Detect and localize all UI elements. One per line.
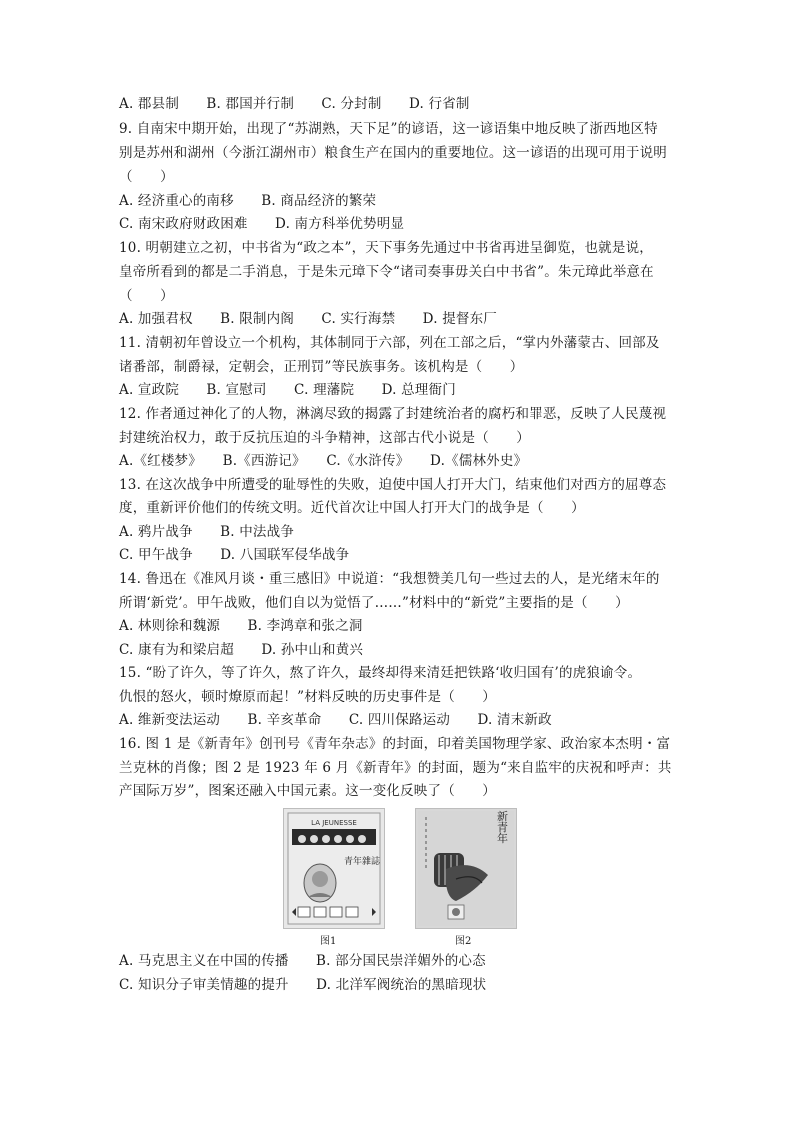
q13-stem-line2: 度，重新评价他们的传统文明。近代首次让中国人打开大门的战争是（ ） [119,500,585,516]
q13-options-cd: C. 甲午战争 D. 八国联军侵华战争 [119,547,350,563]
q10-stem-line2: 皇帝所看到的都是二手消息，于是朱元璋下令“诸司奏事毋关白中书省”。朱元璋此举意在 [119,264,654,280]
figure-1-magazine-cover [283,808,385,929]
q9-options-cd: C. 南宋政府财政困难 D. 南方科举优势明显 [119,216,405,232]
q8-options: A. 郡县制 B. 郡国并行制 C. 分封制 D. 行省制 [119,96,470,112]
q11-stem-line2: 诸番部，制爵禄，定朝会，正刑罚”等民族事务。该机构是（ ） [119,359,524,375]
q16-stem-line2: 兰克林的肖像；图 2 是 1923 年 6 月《新青年》的封面，题为“来自监牢的庆祝和呼声：共 [119,760,672,776]
q9-stem-line3: （ ） [119,169,174,185]
q15-stem-line1: 15. “盼了许久，等了许久，熬了许久，最终却得来清廷把铁路‘收归国有’的虎狼谕令。 [119,665,642,681]
q16-options-cd: C. 知识分子审美情趣的提升 D. 北洋军阀统治的黑暗现状 [119,977,487,993]
q16-stem-line1: 16. 图 1 是《新青年》创刊号《青年杂志》的封面，印着美国物理学家、政治家本杰明・富 [119,736,671,752]
q10-stem-line1: 10. 明朝建立之初，中书省为“政之本”，天下事务先通过中书省再进呈御览，也就是说， [119,240,653,256]
q13-options-ab: A. 鸦片战争 B. 中法战争 [119,524,295,540]
q9-stem-line1: 9. 自南宋中期开始，出现了“苏湖熟，天下足”的谚语，这一谚语集中地反映了浙西地区特 [119,121,658,137]
q15-options: A. 维新变法运动 B. 辛亥革命 C. 四川保路运动 D. 清末新政 [119,712,552,728]
q15-stem-line2: 仇恨的怒火，顿时燎原而起！”材料反映的历史事件是（ ） [119,689,497,705]
q12-options: A.《红楼梦》 B.《西游记》 C.《水浒传》 D.《儒林外史》 [119,453,528,469]
q12-stem-line1: 12. 作者通过神化了的人物，淋漓尽致的揭露了封建统治者的腐朽和罪恶，反映了人民蔑视 [119,406,667,422]
figure-1-illustration [284,809,384,928]
figure-1-top-text: LA JEUNESSE [311,819,357,827]
q14-options-ab: A. 林则徐和魏源 B. 李鸿章和张之洞 [119,618,363,634]
q12-stem-line2: 封建统治权力，敢于反抗压迫的斗争精神，这部古代小说是（ ） [119,430,530,446]
q14-options-cd: C. 康有为和梁启超 D. 孙中山和黄兴 [119,642,364,658]
q16-figures [280,808,520,948]
q14-stem-line2: 所谓‘新党’。甲午战败，他们自以为觉悟了……”材料中的“新党”主要指的是（ ） [119,595,629,611]
q16-options-ab: A. 马克思主义在中国的传播 B. 部分国民崇洋媚外的心态 [119,953,486,969]
q11-stem-line1: 11. 清朝初年曾设立一个机构，其体制同于六部，列在工部之后，“掌内外藩蒙古、回部及 [119,335,660,351]
q11-options: A. 宣政院 B. 宣慰司 C. 理藩院 D. 总理衙门 [119,382,456,398]
q13-stem-line1: 13. 在这次战争中所遭受的耻辱性的失败，迫使中国人打开大门，结束他们对西方的屈尊态 [119,477,667,493]
q16-stem-line3: 产国际万岁”，图案还融入中国元素。这一变化反映了（ ） [119,783,497,799]
q9-stem-line2: 别是苏州和湖州（今浙江湖州市）粮食生产在国内的重要地位。这一谚语的出现可用于说明 [119,145,667,161]
figure-2-caption: 图2 [455,936,472,947]
figure-2-title-text: 新青年 [495,810,509,844]
figure-2-magazine-cover [415,808,517,929]
q10-options: A. 加强君权 B. 限制内阁 C. 实行海禁 D. 提督东厂 [119,311,497,327]
q10-stem-line3: （ ） [119,288,174,304]
q14-stem-line1: 14. 鲁迅在《准风月谈・重三感旧》中说道：“我想赞美几句一些过去的人，是光绪末年的 [119,571,660,587]
figure-1-caption: 图1 [320,936,337,947]
figure-2-illustration [416,809,516,928]
figure-1-title-text: 青年雜誌 [343,857,381,867]
q9-options-ab: A. 经济重心的南移 B. 商品经济的繁荣 [119,193,377,209]
